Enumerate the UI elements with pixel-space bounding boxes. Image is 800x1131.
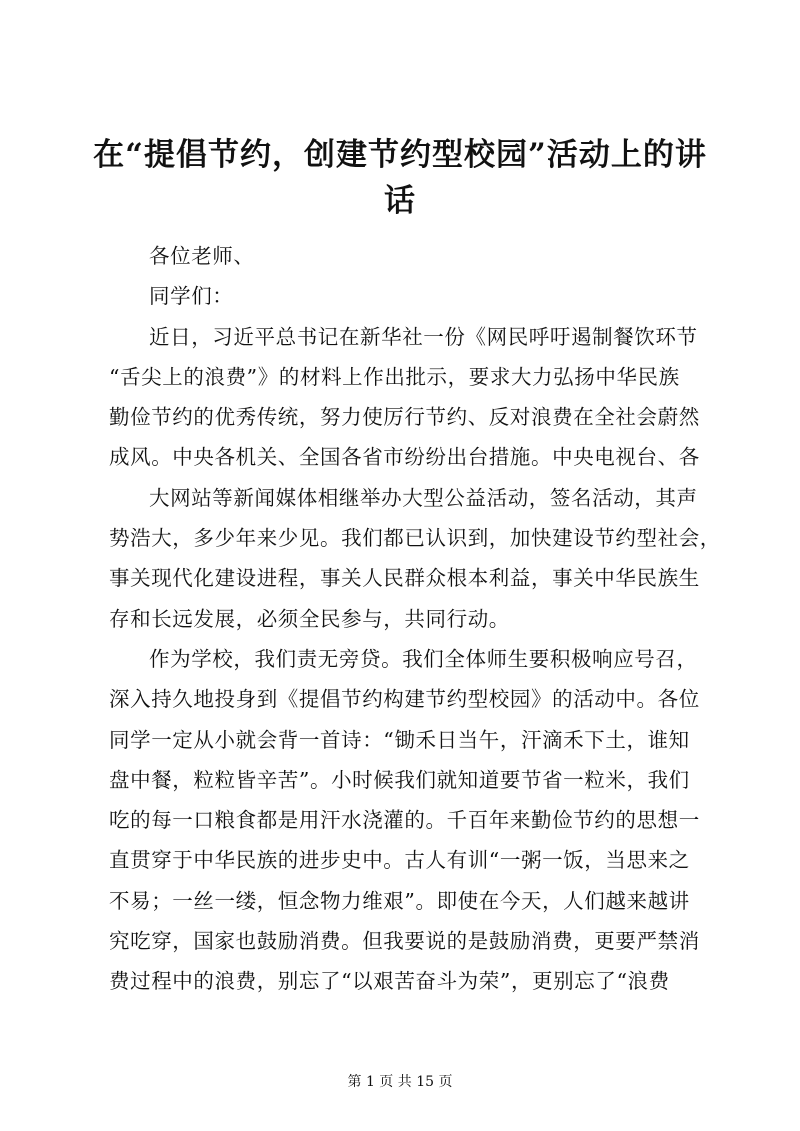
text-line: 盘中餐，粒粒皆辛苦”。小时候我们就知道要节省一粒米，我们 — [109, 767, 690, 792]
text-line: 近日，习近平总书记在新华社一份《网民呼吁遏制餐饮环节 — [149, 324, 698, 349]
text-line: 吃的每一口粮食都是用汗水浇灌的。千百年来勤俭节约的思想一 — [109, 808, 700, 833]
text-line: 深入持久地投身到《提倡节约构建节约型校园》的活动中。各位 — [109, 687, 700, 712]
text-line: 不易；一丝一缕，恒念物力维艰”。即使在今天，人们越来越讲 — [109, 888, 690, 913]
text-line: 大网站等新闻媒体相继举办大型公益活动，签名活动，其声 — [149, 485, 698, 510]
title-line-2: 话 — [384, 183, 416, 219]
text-line: 勤俭节约的优秀传统，努力使厉行节约、反对浪费在全社会蔚然 — [109, 405, 700, 430]
text-line: 成风。中央各机关、全国各省市纷纷出台措施。中央电视台、各 — [109, 445, 700, 470]
title-line-1: 在“提倡节约，创建节约型校园”活动上的讲 — [93, 137, 707, 173]
text-line: 作为学校，我们责无旁贷。我们全体师生要积极响应号召， — [149, 646, 698, 671]
page-number: 第 1 页 共 15 页 — [347, 1074, 453, 1090]
text-line: 同学们： — [149, 284, 234, 309]
text-line: 各位老师、 — [149, 244, 255, 268]
body-text — [109, 236, 721, 1002]
page-footer — [0, 1072, 800, 1092]
text-line: 同学一定从小就会背一首诗：“锄禾日当午，汗滴禾下土，谁知 — [109, 727, 690, 752]
document-title — [90, 132, 710, 224]
text-line: 直贯穿于中华民族的进步史中。古人有训“一粥一饭，当思来之 — [109, 848, 690, 873]
text-line: 存和长远发展，必须全民参与，共同行动。 — [109, 606, 510, 631]
text-line: 势浩大，多少年来少见。我们都已认识到，加快建设节约型社会， — [109, 526, 721, 551]
text-line: “舌尖上的浪费”》的材料上作出批示，要求大力弘扬中华民族 — [109, 364, 680, 389]
text-line: 事关现代化建设进程，事关人民群众根本利益，事关中华民族生 — [109, 566, 700, 591]
text-line: 费过程中的浪费，别忘了“以艰苦奋斗为荣”，更别忘了“浪费 — [109, 969, 670, 994]
text-line: 究吃穿，国家也鼓励消费。但我要说的是鼓励消费，更要严禁消 — [109, 929, 700, 954]
